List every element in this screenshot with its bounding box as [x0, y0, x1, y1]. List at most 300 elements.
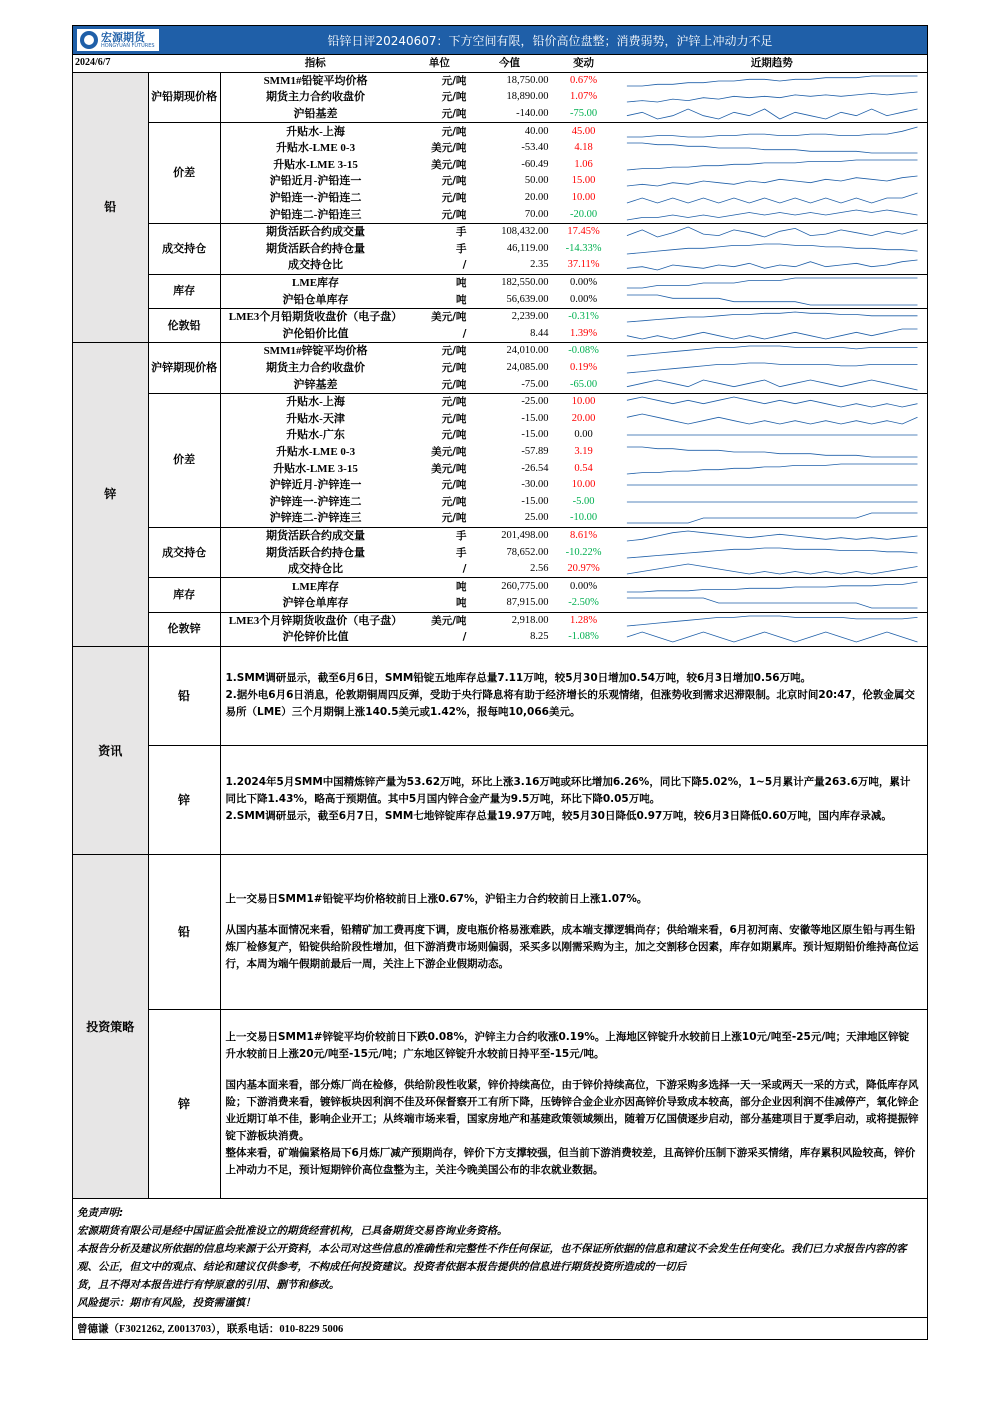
- trend-sparkline: [619, 224, 925, 240]
- group-label: 成交持仓: [148, 527, 220, 578]
- value-cell: 46,119.00: [506, 242, 549, 254]
- indicator-name: 沪锌连一-沪锌连二: [269, 495, 362, 508]
- logo-en: HONGYUAN FUTURES: [101, 42, 155, 49]
- unit-cell: 美元/吨: [431, 142, 467, 155]
- change-cell: 0.00%: [570, 580, 598, 592]
- value-cell: 78,652.00: [506, 546, 549, 558]
- trend-sparkline: [619, 528, 925, 544]
- trend-sparkline: [619, 494, 925, 510]
- trend-sparkline: [619, 140, 925, 156]
- trend-cell: [617, 106, 927, 123]
- change-cell: 37.11%: [551, 257, 617, 274]
- trend-sparkline: [619, 461, 925, 477]
- indicator-name: 沪伦铅价比值: [220, 326, 410, 343]
- unit-cell: 元/吨: [410, 376, 468, 393]
- trend-sparkline: [619, 124, 925, 140]
- disclaimer-line: 宏源期货有限公司是经中国证监会批准设立的期货经营机构，已具备期货交易咨询业务资格。: [77, 1224, 508, 1237]
- value-cell: 18,890.00: [506, 91, 549, 103]
- trend-cell: [617, 274, 927, 291]
- trend-cell: [617, 72, 927, 89]
- indicator-name: 期货活跃合约持仓量: [266, 242, 366, 255]
- table-row: [73, 527, 927, 544]
- trend-sparkline: [619, 241, 925, 257]
- table-row: [73, 274, 927, 291]
- change-cell: 10.00: [571, 192, 596, 204]
- change-cell: 1.28%: [570, 614, 598, 626]
- unit-cell: 元/吨: [441, 495, 467, 508]
- trend-cell: [617, 123, 927, 140]
- group-label: 伦敦锌: [148, 612, 220, 646]
- trend-cell: [617, 376, 927, 393]
- trend-cell: [617, 629, 927, 646]
- value-cell: -26.54: [521, 462, 549, 474]
- trend-line: [627, 582, 918, 592]
- unit-cell: 吨: [410, 595, 468, 612]
- section-label: 锌: [73, 343, 148, 647]
- value-cell: 24,085.00: [506, 361, 549, 373]
- table-row: [73, 343, 927, 360]
- commentary-paragraph: 上一交易日SMM1#锌锭平均价较前日下跌0.08%，沪锌主力合约收涨0.19%。上海地区锌锭升水较前日上涨10元/吨至-25元/吨；天津地区锌锭升水较前日上涨20元/吨至-15元/吨；广东地区锌锭升水较前日持平至-15元/吨。: [225, 1030, 910, 1060]
- trend-cell: [617, 427, 927, 444]
- disclaimer: [73, 1199, 927, 1318]
- group-label: 成交持仓: [148, 223, 220, 274]
- indicator-name: 期货活跃合约成交量: [266, 529, 366, 542]
- col-unit: 单位: [410, 55, 468, 72]
- commentary-paragraph: 上一交易日SMM1#铅锭平均价格较前日上涨0.67%，沪铅主力合约较前日上涨1.07%。: [225, 892, 648, 905]
- unit-cell: 元/吨: [441, 175, 467, 188]
- logo-mark-icon: [80, 31, 98, 49]
- value-cell: -30.00: [521, 479, 549, 491]
- trend-cell: [617, 460, 927, 477]
- indicator-name: 升贴水-LME 3-15: [273, 462, 358, 475]
- value-cell: -75.00: [468, 376, 550, 393]
- unit-cell: /: [410, 257, 468, 274]
- value-cell: 260,775.00: [501, 580, 549, 592]
- trend-cell: [617, 140, 927, 157]
- trend-line: [627, 616, 918, 626]
- change-cell: -14.33%: [565, 242, 602, 254]
- value-cell: -15.00: [521, 495, 549, 507]
- trend-cell: [617, 612, 927, 629]
- trend-line: [627, 380, 918, 390]
- unit-cell: 美元/吨: [431, 445, 467, 458]
- indicator-name: 期货主力合约收盘价: [266, 91, 366, 104]
- change-cell: -1.08%: [551, 629, 617, 646]
- change-cell: 8.61%: [570, 529, 598, 541]
- value-cell: 56,639.00: [468, 291, 550, 308]
- indicator-name: 沪铅近月-沪铅连一: [269, 175, 362, 188]
- trend-cell: [617, 190, 927, 207]
- unit-cell: 手: [455, 529, 467, 542]
- trend-cell: [617, 257, 927, 274]
- trend-cell: [617, 89, 927, 106]
- trend-line: [627, 260, 918, 270]
- trend-cell: [617, 343, 927, 360]
- unit-cell: 元/吨: [441, 361, 467, 374]
- unit-cell: 元/吨: [410, 106, 468, 123]
- trend-sparkline: [619, 510, 925, 526]
- trend-sparkline: [619, 579, 925, 595]
- commentary-text: [220, 854, 927, 1009]
- change-cell: 4.18: [574, 142, 593, 154]
- commentary-paragraph: 1.SMM调研显示，截至6月6日，SMM铅锭五地库存总量7.11万吨，较5月30日增加0.54万吨，较6月3日增加0.56万吨。: [225, 672, 812, 685]
- report-sheet: [72, 25, 928, 1340]
- commentary-paragraph: 2.据外电6月6日消息，伦敦期铜周四反弹，受助于央行降息将有助于经济增长的乐观情绪，但涨势收到需求迟滞限制。北京时间20:47，伦敦金属交易所（LME）三个月期铜上涨140.5美元或1.42%，报每吨10,066美元。: [225, 689, 915, 719]
- trend-sparkline: [619, 444, 925, 460]
- indicator-name: 升贴水-LME 3-15: [273, 158, 358, 171]
- value-cell: 18,750.00: [506, 74, 549, 86]
- logo-cn: 宏源期货: [101, 30, 145, 44]
- trend-sparkline: [619, 275, 925, 291]
- indicator-name: 沪锌近月-沪锌连一: [269, 479, 362, 492]
- trend-line: [627, 346, 918, 356]
- trend-line: [627, 363, 918, 373]
- value-cell: 2.35: [468, 257, 550, 274]
- change-cell: 3.19: [574, 445, 593, 457]
- company-logo: [77, 29, 159, 51]
- change-cell: -0.31%: [568, 311, 599, 323]
- report-title: 铅锌日评20240607：下方空间有限，铅价高位盘整；消费弱势，沪锌上冲动力不足: [327, 34, 773, 48]
- commentary-paragraph: 1.2024年5月SMM中国精炼锌产量为53.62万吨，环比上涨3.16万吨或环比增加6.26%，同比下降5.02%，1~5月累计产量263.6万吨，累计同比下降1.43%，略高于预期值。其中5月国内锌合金产量为9.5万吨，环比下降0.05万吨。: [225, 776, 911, 806]
- change-cell: 20.00: [571, 412, 596, 424]
- indicator-name: 升贴水-天津: [286, 412, 345, 425]
- indicator-name: 升贴水-LME 0-3: [275, 445, 356, 458]
- unit-cell: 手: [455, 546, 467, 559]
- trend-line: [627, 295, 918, 305]
- unit-cell: 手: [455, 226, 467, 239]
- unit-cell: 吨: [455, 277, 467, 290]
- news-section-row: [73, 745, 927, 854]
- trend-line: [627, 513, 918, 523]
- table-header: [73, 55, 927, 72]
- indicator-name: SMM1#锌锭平均价格: [263, 345, 368, 358]
- trend-line: [627, 632, 918, 642]
- trend-line: [627, 531, 918, 541]
- unit-cell: 元/吨: [441, 74, 467, 87]
- indicator-name: 升贴水-广东: [286, 429, 345, 442]
- trend-sparkline: [619, 309, 925, 325]
- trend-cell: [617, 595, 927, 612]
- indicator-name: 期货活跃合约成交量: [266, 226, 366, 239]
- indicator-name: 升贴水-上海: [286, 125, 345, 138]
- change-cell: 1.07%: [570, 91, 598, 103]
- unit-cell: /: [410, 629, 468, 646]
- trend-line: [627, 210, 918, 220]
- trend-line: [627, 548, 918, 558]
- indicator-name: 沪伦锌价比值: [220, 629, 410, 646]
- table-row: [73, 223, 927, 240]
- trend-line: [627, 176, 918, 186]
- value-cell: -15.00: [521, 412, 549, 424]
- group-label: 价差: [148, 123, 220, 224]
- news-section-row: [73, 647, 927, 746]
- unit-cell: /: [410, 326, 468, 343]
- value-cell: 40.00: [524, 125, 549, 137]
- news-table: [73, 647, 927, 1199]
- trend-sparkline: [619, 377, 925, 393]
- unit-cell: 手: [455, 242, 467, 255]
- value-cell: -60.49: [521, 158, 549, 170]
- value-cell: 8.44: [468, 326, 550, 343]
- change-cell: -10.22%: [565, 546, 602, 558]
- change-cell: -65.00: [551, 376, 617, 393]
- value-cell: -53.40: [521, 142, 549, 154]
- trend-cell: [617, 360, 927, 377]
- trend-sparkline: [619, 173, 925, 189]
- table-row: [73, 308, 927, 325]
- indicator-name: 成交持仓比: [220, 561, 410, 578]
- unit-cell: 元/吨: [441, 192, 467, 205]
- value-cell: 25.00: [468, 510, 550, 527]
- commentary-paragraph: 从国内基本面情况来看，铅精矿加工费再度下调，废电瓶价格易涨难跌，成本端支撑逻辑尚存；供给端来看，6月初河南、安徽等地区原生铅与再生铅炼厂检修复产，铅锭供给阶段性增加，但下游消费市场则偏弱，采买多以刚需采购为主，加之交割移仓因素，库存如期累库。预计短期铅价维持高位运行，本周为端午假期前最后一周，关注上下游企业假期动态。: [225, 923, 919, 970]
- change-cell: -5.00: [572, 495, 595, 507]
- change-cell: 1.06: [574, 158, 593, 170]
- trend-line: [627, 92, 918, 102]
- indicator-name: SMM1#铅锭平均价格: [263, 74, 368, 87]
- trend-cell: [617, 477, 927, 494]
- value-cell: 108,432.00: [501, 226, 549, 238]
- table-row: [73, 612, 927, 629]
- strategy-section-row: [73, 854, 927, 1009]
- table-row: [73, 578, 927, 595]
- trend-sparkline: [619, 595, 925, 611]
- change-cell: -20.00: [551, 206, 617, 223]
- trend-sparkline: [619, 613, 925, 629]
- trend-sparkline: [619, 360, 925, 376]
- trend-sparkline: [619, 157, 925, 173]
- trend-sparkline: [619, 106, 925, 122]
- col-indicator: 指标: [220, 55, 410, 72]
- indicator-name: LME3个月铅期货收盘价（电子盘）: [228, 311, 403, 324]
- unit-cell: 元/吨: [441, 396, 467, 409]
- trend-line: [627, 193, 918, 203]
- unit-cell: 元/吨: [441, 479, 467, 492]
- value-cell: -140.00: [468, 106, 550, 123]
- trend-line: [627, 109, 918, 119]
- trend-line: [627, 397, 918, 407]
- value-cell: 182,550.00: [501, 277, 549, 289]
- metal-label: 锌: [148, 745, 220, 854]
- trend-line: [627, 329, 918, 339]
- unit-cell: 元/吨: [410, 206, 468, 223]
- title-bar: [73, 26, 927, 55]
- change-cell: 0.19%: [570, 361, 598, 373]
- trend-sparkline: [619, 477, 925, 493]
- trend-line: [627, 227, 918, 237]
- trend-cell: [617, 544, 927, 561]
- commentary-paragraph: 国内基本面来看，部分炼厂尚在检修，供给阶段性收紧，锌价持续高位，由于锌价持续高位，下游采购多选择一天一采或两天一采的方式，降低库存风险；下游消费来看，镀锌板块因利润不佳及环保督察开工有所下降，压铸锌合金企业亦因高锌价导致成本较高，部分企业因利润不佳减停产，氧化锌企业近期订单不佳，影响企业开工；从终端市场来看，国家房地产和基建政策领域频出，随着万亿国债逐步启动，部分基建项目于夏季启动，或将提振锌锭下游板块消费。: [225, 1078, 919, 1142]
- trend-line: [627, 160, 918, 170]
- trend-sparkline: [619, 561, 925, 577]
- change-cell: 10.00: [571, 396, 596, 408]
- trend-cell: [617, 493, 927, 510]
- change-cell: 10.00: [571, 479, 596, 491]
- trend-line: [627, 447, 918, 457]
- trend-cell: [617, 561, 927, 578]
- trend-sparkline: [619, 89, 925, 105]
- indicator-name: 升贴水-LME 0-3: [275, 142, 356, 155]
- trend-sparkline: [619, 190, 925, 206]
- unit-cell: 吨: [410, 291, 468, 308]
- trend-line: [627, 143, 918, 153]
- trend-sparkline: [619, 292, 925, 308]
- unit-cell: 元/吨: [441, 345, 467, 358]
- section-label: 铅: [73, 72, 148, 343]
- change-cell: 0.00%: [551, 291, 617, 308]
- trend-cell: [617, 157, 927, 174]
- unit-cell: 美元/吨: [431, 614, 467, 627]
- change-cell: 0.00%: [570, 277, 598, 289]
- change-cell: -0.08%: [568, 345, 599, 357]
- trend-line: [627, 414, 918, 424]
- commentary-text: [220, 647, 927, 746]
- indicator-name: 沪铅连一-沪铅连二: [269, 192, 362, 205]
- value-cell: 87,915.00: [468, 595, 550, 612]
- indicator-name: 沪铅仓单库存: [220, 291, 410, 308]
- data-table: [73, 55, 927, 647]
- table-row: [73, 72, 927, 89]
- indicator-name: 期货主力合约收盘价: [266, 361, 366, 374]
- unit-cell: 元/吨: [441, 91, 467, 104]
- trend-cell: [617, 308, 927, 325]
- trend-cell: [617, 510, 927, 527]
- trend-line: [627, 564, 918, 574]
- indicator-name: 成交持仓比: [220, 257, 410, 274]
- indicator-name: 升贴水-上海: [286, 396, 345, 409]
- group-label: 库存: [148, 274, 220, 308]
- change-cell: 17.45%: [567, 226, 600, 238]
- change-cell: 0.00: [574, 429, 593, 441]
- value-cell: 201,498.00: [501, 529, 549, 541]
- trend-sparkline: [619, 257, 925, 273]
- change-cell: 0.67%: [570, 74, 598, 86]
- indicator-name: 沪锌连二-沪锌连三: [220, 510, 410, 527]
- change-cell: 20.97%: [551, 561, 617, 578]
- indicator-name: 沪锌基差: [220, 376, 410, 393]
- change-cell: -75.00: [551, 106, 617, 123]
- change-cell: 0.54: [574, 462, 593, 474]
- trend-cell: [617, 326, 927, 343]
- change-cell: 45.00: [571, 125, 596, 137]
- disclaimer-title: 免责声明:: [77, 1206, 124, 1219]
- col-value: 今值: [468, 55, 550, 72]
- table-row: [73, 393, 927, 410]
- trend-cell: [617, 410, 927, 427]
- value-cell: 2,918.00: [511, 614, 549, 626]
- trend-cell: [617, 393, 927, 410]
- trend-cell: [617, 444, 927, 461]
- strategy-section-label: 投资策略: [73, 854, 148, 1198]
- unit-cell: 美元/吨: [431, 311, 467, 324]
- trend-line: [627, 278, 918, 288]
- trend-cell: [617, 206, 927, 223]
- unit-cell: 元/吨: [441, 125, 467, 138]
- indicator-name: LME库存: [291, 277, 340, 290]
- value-cell: -25.00: [521, 396, 549, 408]
- unit-cell: 美元/吨: [431, 462, 467, 475]
- trend-line: [627, 244, 918, 254]
- group-label: 沪锌期现价格: [148, 343, 220, 394]
- trend-cell: [617, 223, 927, 240]
- metal-label: 铅: [148, 647, 220, 746]
- indicator-name: 沪铅基差: [220, 106, 410, 123]
- indicator-name: 沪铅连二-沪铅连三: [220, 206, 410, 223]
- unit-cell: 吨: [455, 580, 467, 593]
- trend-sparkline: [619, 427, 925, 443]
- indicator-name: LME库存: [291, 580, 340, 593]
- trend-line: [627, 312, 918, 322]
- group-label: 库存: [148, 578, 220, 612]
- value-cell: 2.56: [468, 561, 550, 578]
- commentary-paragraph: 2.SMM调研显示，截至6月7日，SMM七地锌锭库存总量19.97万吨，较5月30日降低0.97万吨，较6月3日降低0.60万吨，国内库存录减。: [225, 810, 892, 823]
- disclaimer-line: 货，且不得对本报告进行有悖原意的引用、删节和修改。: [77, 1278, 340, 1291]
- trend-line: [627, 76, 918, 86]
- value-cell: -57.89: [521, 445, 549, 457]
- unit-cell: /: [410, 561, 468, 578]
- value-cell: 2,239.00: [511, 311, 549, 323]
- change-cell: 15.00: [571, 175, 596, 187]
- indicator-name: 期货活跃合约持仓量: [266, 546, 366, 559]
- unit-cell: 元/吨: [441, 429, 467, 442]
- trend-cell: [617, 173, 927, 190]
- commentary-text: [220, 1009, 927, 1198]
- trend-cell: [617, 291, 927, 308]
- value-cell: 70.00: [468, 206, 550, 223]
- group-label: 价差: [148, 393, 220, 527]
- report-date: 2024/6/7: [73, 55, 220, 72]
- change-cell: 1.39%: [551, 326, 617, 343]
- trend-sparkline: [619, 343, 925, 359]
- value-cell: -15.00: [521, 429, 549, 441]
- change-cell: -2.50%: [551, 595, 617, 612]
- trend-line: [627, 127, 918, 137]
- trend-line: [627, 598, 918, 608]
- metal-label: 铅: [148, 854, 220, 1009]
- trend-line: [627, 464, 918, 474]
- col-change: 变动: [551, 55, 617, 72]
- risk-warning: 风险提示：期市有风险，投资需谨慎！: [77, 1296, 256, 1309]
- trend-cell: [617, 527, 927, 544]
- trend-sparkline: [619, 326, 925, 342]
- news-section-label: 资讯: [73, 647, 148, 855]
- metal-label: 锌: [148, 1009, 220, 1198]
- value-cell: 50.00: [524, 175, 549, 187]
- trend-sparkline: [619, 394, 925, 410]
- value-cell: 20.00: [524, 192, 549, 204]
- table-row: [73, 123, 927, 140]
- value-cell: 8.25: [468, 629, 550, 646]
- unit-cell: 元/吨: [441, 412, 467, 425]
- analyst-contact: 曾德谦（F3021262, Z0013703），联系电话：010-8229 5006: [77, 1323, 344, 1335]
- trend-cell: [617, 241, 927, 258]
- commentary-paragraph: 整体来看，矿端偏紧格局下6月炼厂减产预期尚存，锌价下方支撑较强，但当前下游消费较差，且高锌价压制下游采买情绪，库存累积风险较高，锌价上冲动力不足，预计短期锌价高位盘整为主，关注今晚美国公布的非农就业数据。: [225, 1146, 916, 1176]
- indicator-name: 沪锌仓单库存: [220, 595, 410, 612]
- strategy-section-row: [73, 1009, 927, 1198]
- trend-cell: [617, 578, 927, 595]
- trend-sparkline: [619, 207, 925, 223]
- trend-sparkline: [619, 629, 925, 645]
- commentary-text: [220, 745, 927, 854]
- trend-sparkline: [619, 411, 925, 427]
- value-cell: 24,010.00: [506, 345, 549, 357]
- unit-cell: 美元/吨: [431, 158, 467, 171]
- indicator-name: LME3个月锌期货收盘价（电子盘）: [228, 614, 403, 627]
- unit-cell: 元/吨: [410, 510, 468, 527]
- change-cell: -10.00: [551, 510, 617, 527]
- group-label: 沪铅期现价格: [148, 72, 220, 123]
- trend-sparkline: [619, 73, 925, 89]
- trend-sparkline: [619, 545, 925, 561]
